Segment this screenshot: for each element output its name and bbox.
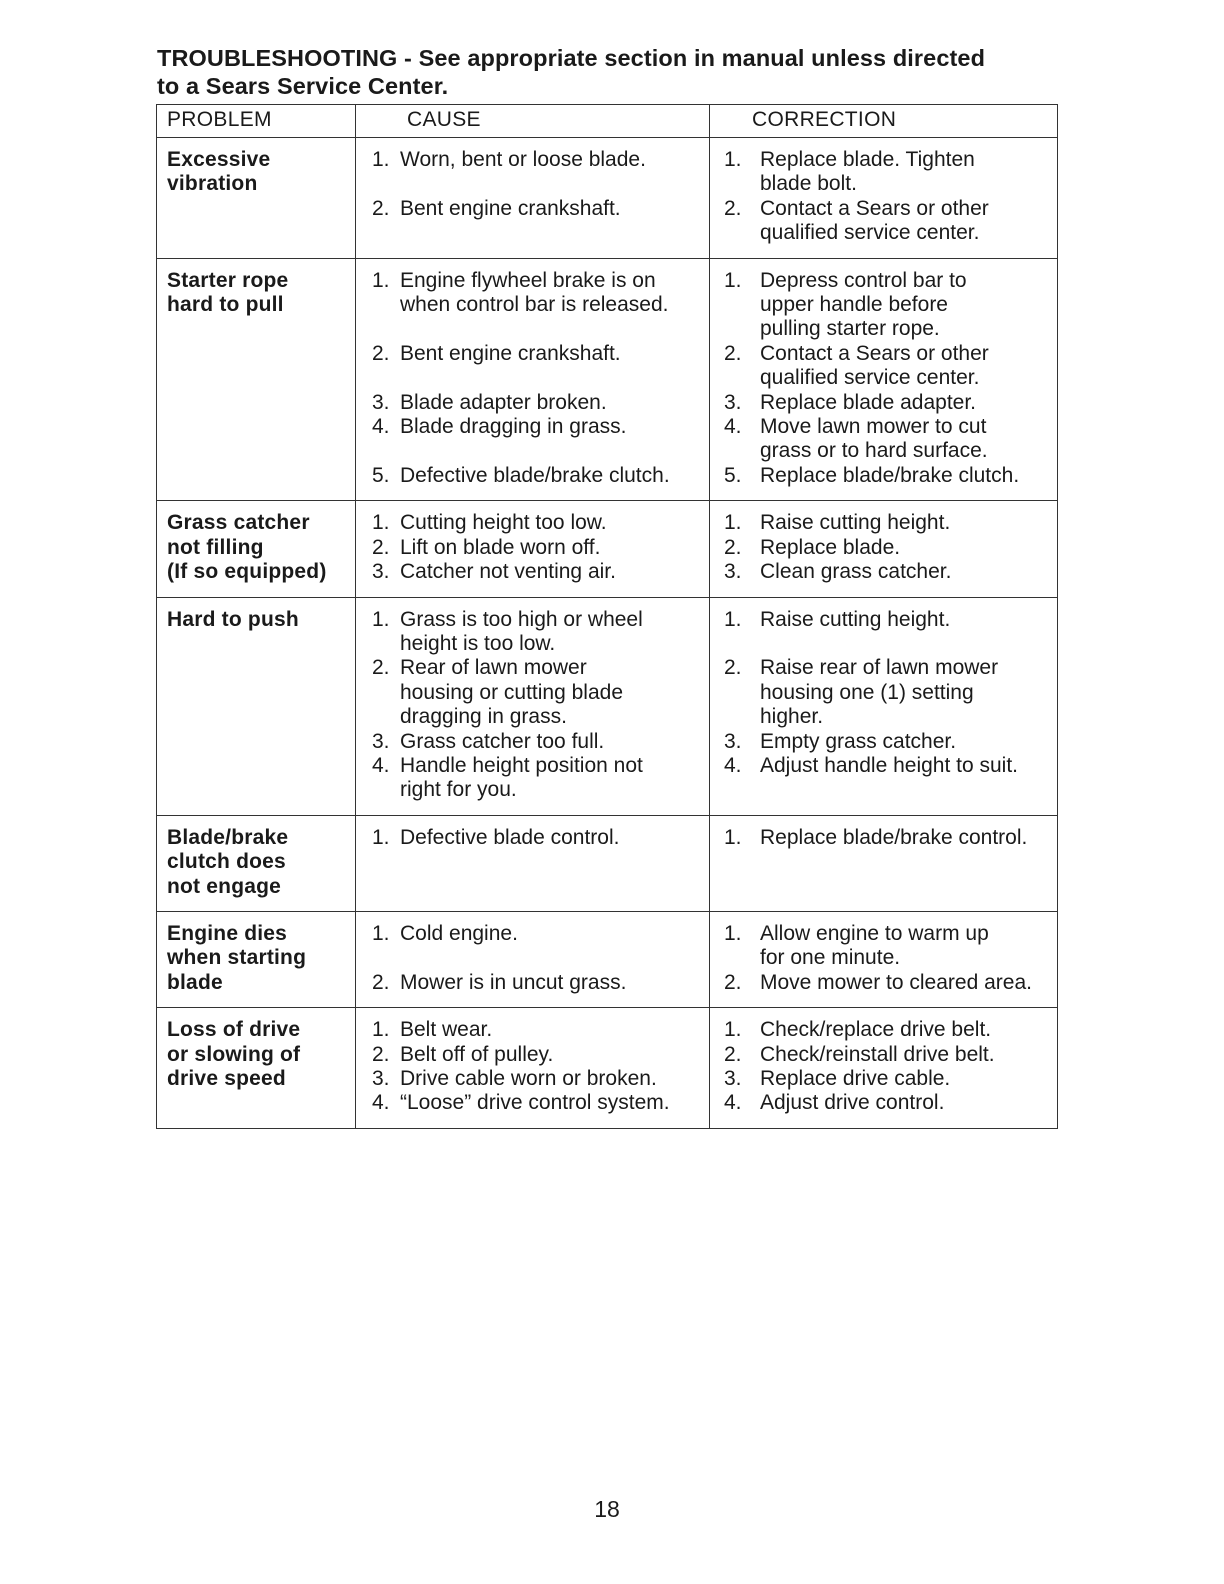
- list-item: [366, 342, 703, 366]
- item-number: 3.: [372, 1067, 390, 1090]
- item-number: 5.: [724, 463, 742, 487]
- correction-list: [720, 269, 1051, 489]
- list-item: [720, 560, 1051, 584]
- list-item: [366, 511, 703, 535]
- item-number: 1.: [724, 921, 742, 945]
- list-item: [720, 971, 1051, 995]
- list-item: [366, 415, 703, 439]
- item-text: Bent engine crankshaft.: [400, 196, 621, 220]
- item-text: Defective blade control.: [400, 825, 620, 849]
- item-text: Drive cable worn or broken.: [400, 1067, 657, 1090]
- cause-cell: [356, 911, 710, 1007]
- item-number: 4.: [372, 415, 390, 439]
- item-number: 2.: [372, 970, 390, 994]
- list-item: [366, 971, 703, 995]
- table-header-row: [157, 105, 1058, 138]
- item-text: Blade dragging in grass.: [400, 415, 627, 439]
- item-number: 4.: [372, 1091, 390, 1115]
- item-number: 1.: [372, 148, 390, 171]
- correction-list: [720, 826, 1051, 850]
- item-text: Allow engine to warm up for one minute.: [760, 921, 989, 970]
- problem-cell: Starter rope hard to pull: [157, 258, 356, 501]
- list-item: [366, 730, 703, 754]
- list-item: [366, 464, 703, 488]
- correction-list: [720, 1018, 1051, 1116]
- list-item: [720, 1091, 1051, 1115]
- item-number: 1.: [372, 1018, 390, 1042]
- list-item: [366, 560, 703, 584]
- table-row: [157, 815, 1058, 911]
- item-number: 1.: [372, 825, 390, 849]
- item-number: 3.: [372, 729, 390, 753]
- item-number: 1.: [372, 921, 390, 945]
- correction-cell: [710, 597, 1058, 815]
- item-number: 2.: [724, 656, 742, 680]
- item-text: Replace blade/brake control.: [760, 825, 1028, 849]
- cause-list: [366, 826, 703, 850]
- cause-list: [366, 269, 703, 489]
- heading-line-1: TROUBLESHOOTING - See appropriate section in manual unless directed: [157, 45, 986, 71]
- cause-cell: [356, 501, 710, 597]
- item-number: 1.: [724, 268, 742, 292]
- page-heading: [157, 44, 1077, 100]
- item-text: Check/replace drive belt.: [760, 1018, 992, 1042]
- list-item: [366, 1091, 703, 1115]
- item-number: 4.: [372, 753, 390, 777]
- table-row: [157, 597, 1058, 815]
- problem-cell: Engine dies when starting blade: [157, 911, 356, 1007]
- item-text: Worn, bent or loose blade.: [400, 148, 646, 171]
- list-item: [720, 536, 1051, 560]
- correction-cell: [710, 258, 1058, 501]
- item-number: 2.: [372, 341, 390, 365]
- item-text: Check/reinstall drive belt.: [760, 1042, 995, 1066]
- correction-cell: [710, 1008, 1058, 1129]
- item-number: 1.: [724, 1018, 742, 1042]
- page-number: 18: [594, 1496, 620, 1522]
- item-number: 2.: [724, 535, 742, 559]
- item-number: 3.: [372, 390, 390, 414]
- item-number: 3.: [724, 560, 742, 584]
- troubleshooting-table: [156, 104, 1058, 1129]
- item-number: 3.: [724, 729, 742, 753]
- item-text: Belt off of pulley.: [400, 1042, 554, 1066]
- list-item: [366, 922, 703, 946]
- item-number: 2.: [372, 1042, 390, 1066]
- list-item: [366, 391, 703, 415]
- item-text: Bent engine crankshaft.: [400, 341, 621, 365]
- item-number: 5.: [372, 463, 390, 487]
- cause-cell: [356, 597, 710, 815]
- item-text: Replace drive cable.: [760, 1067, 951, 1090]
- item-number: 2.: [372, 196, 390, 220]
- list-item: [720, 415, 1051, 464]
- item-text: Rear of lawn mower housing or cutting blade dragging in grass.: [400, 656, 623, 729]
- list-item: [366, 536, 703, 560]
- header-cause: CAUSE: [356, 105, 710, 138]
- cause-list: [366, 511, 703, 584]
- item-text: Defective blade/brake clutch.: [400, 463, 670, 487]
- list-item: [720, 269, 1051, 342]
- list-item: [720, 511, 1051, 535]
- item-text: Replace blade. Tighten blade bolt.: [760, 148, 975, 196]
- problem-cell: Blade/brake clutch does not engage: [157, 815, 356, 911]
- item-number: 1.: [372, 607, 390, 631]
- list-item: [720, 730, 1051, 754]
- list-item: [720, 391, 1051, 415]
- item-number: 4.: [724, 753, 742, 777]
- list-item: [720, 197, 1051, 246]
- correction-cell: [710, 138, 1058, 259]
- item-text: Empty grass catcher.: [760, 729, 957, 753]
- list-item: [366, 197, 703, 221]
- item-number: 3.: [372, 560, 390, 584]
- item-number: 3.: [724, 1067, 742, 1090]
- header-correction: CORRECTION: [710, 105, 1058, 138]
- item-text: Engine flywheel brake is on when control bar is released.: [400, 268, 669, 317]
- item-text: Clean grass catcher.: [760, 560, 952, 584]
- item-number: 2.: [372, 656, 390, 680]
- item-number: 1.: [724, 825, 742, 849]
- list-item: [720, 1067, 1051, 1091]
- problem-cell: Hard to push: [157, 597, 356, 815]
- item-text: Raise cutting height.: [760, 607, 951, 631]
- item-text: Contact a Sears or other qualified service center.: [760, 196, 989, 245]
- item-number: 2.: [724, 970, 742, 994]
- item-text: Move mower to cleared area.: [760, 970, 1032, 994]
- item-number: 4.: [724, 415, 742, 439]
- item-text: Grass catcher too full.: [400, 729, 605, 753]
- list-item: [366, 1043, 703, 1067]
- cause-list: [366, 922, 703, 995]
- list-item: [720, 464, 1051, 488]
- list-item: [720, 1018, 1051, 1042]
- table-row: [157, 258, 1058, 501]
- item-text: Raise cutting height.: [760, 511, 951, 535]
- cause-list: [366, 608, 703, 803]
- cause-cell: [356, 1008, 710, 1129]
- cause-cell: [356, 815, 710, 911]
- item-text: Cold engine.: [400, 921, 518, 945]
- list-item: [720, 608, 1051, 632]
- item-text: Blade adapter broken.: [400, 390, 607, 414]
- item-number: 1.: [372, 511, 390, 535]
- list-item: [366, 608, 703, 657]
- table-row: [157, 911, 1058, 1007]
- item-number: 2.: [724, 341, 742, 365]
- item-text: Replace blade/brake clutch.: [760, 463, 1020, 487]
- problem-cell: Grass catcher not filling (If so equipped): [157, 501, 356, 597]
- item-number: 1.: [724, 607, 742, 631]
- item-text: Raise rear of lawn mower housing one (1) setting higher.: [760, 656, 999, 729]
- correction-list: [720, 148, 1051, 246]
- item-number: 1.: [724, 148, 742, 171]
- problem-cell: Excessive vibration: [157, 138, 356, 259]
- correction-cell: [710, 501, 1058, 597]
- item-number: 1.: [724, 511, 742, 535]
- correction-list: [720, 922, 1051, 995]
- item-text: Depress control bar to upper handle before pulling starter rope.: [760, 268, 967, 341]
- cause-list: [366, 1018, 703, 1116]
- list-item: [366, 754, 703, 803]
- item-text: Handle height position not right for you.: [400, 753, 643, 802]
- item-text: Grass is too high or wheel height is too low.: [400, 607, 643, 655]
- item-text: Replace blade adapter.: [760, 390, 976, 414]
- list-item: [366, 148, 703, 172]
- list-item: [366, 269, 703, 318]
- correction-cell: [710, 911, 1058, 1007]
- cause-cell: [356, 138, 710, 259]
- table-body: [157, 138, 1058, 1129]
- item-text: Move lawn mower to cut grass or to hard surface.: [760, 415, 988, 463]
- list-item: [366, 1067, 703, 1091]
- table-row: [157, 1008, 1058, 1129]
- item-number: 1.: [372, 268, 390, 292]
- list-item: [720, 656, 1051, 729]
- correction-cell: [710, 815, 1058, 911]
- item-number: 2.: [724, 1042, 742, 1066]
- item-text: Cutting height too low.: [400, 511, 607, 535]
- list-item: [366, 1018, 703, 1042]
- item-number: 2.: [372, 535, 390, 559]
- list-item: [720, 148, 1051, 197]
- table-row: [157, 138, 1058, 259]
- item-number: 3.: [724, 390, 742, 414]
- heading-line-2: to a Sears Service Center.: [157, 73, 449, 99]
- item-number: 2.: [724, 196, 742, 220]
- list-item: [366, 826, 703, 850]
- item-text: Replace blade.: [760, 535, 901, 559]
- correction-list: [720, 608, 1051, 779]
- header-problem: PROBLEM: [157, 105, 356, 138]
- item-text: Mower is in uncut grass.: [400, 970, 627, 994]
- problem-cell: Loss of drive or slowing of drive speed: [157, 1008, 356, 1129]
- item-number: 4.: [724, 1091, 742, 1115]
- list-item: [720, 342, 1051, 391]
- table-row: [157, 501, 1058, 597]
- item-text: Adjust handle height to suit.: [760, 753, 1019, 777]
- list-item: [720, 1043, 1051, 1067]
- item-text: “Loose” drive control system.: [400, 1091, 670, 1115]
- cause-list: [366, 148, 703, 221]
- item-text: Lift on blade worn off.: [400, 535, 601, 559]
- item-text: Contact a Sears or other qualified service center.: [760, 341, 989, 390]
- list-item: [366, 656, 703, 729]
- item-text: Belt wear.: [400, 1018, 493, 1042]
- cause-cell: [356, 258, 710, 501]
- list-item: [720, 826, 1051, 850]
- list-item: [720, 754, 1051, 778]
- list-item: [720, 922, 1051, 971]
- correction-list: [720, 511, 1051, 584]
- item-text: Catcher not venting air.: [400, 560, 616, 584]
- item-text: Adjust drive control.: [760, 1091, 945, 1115]
